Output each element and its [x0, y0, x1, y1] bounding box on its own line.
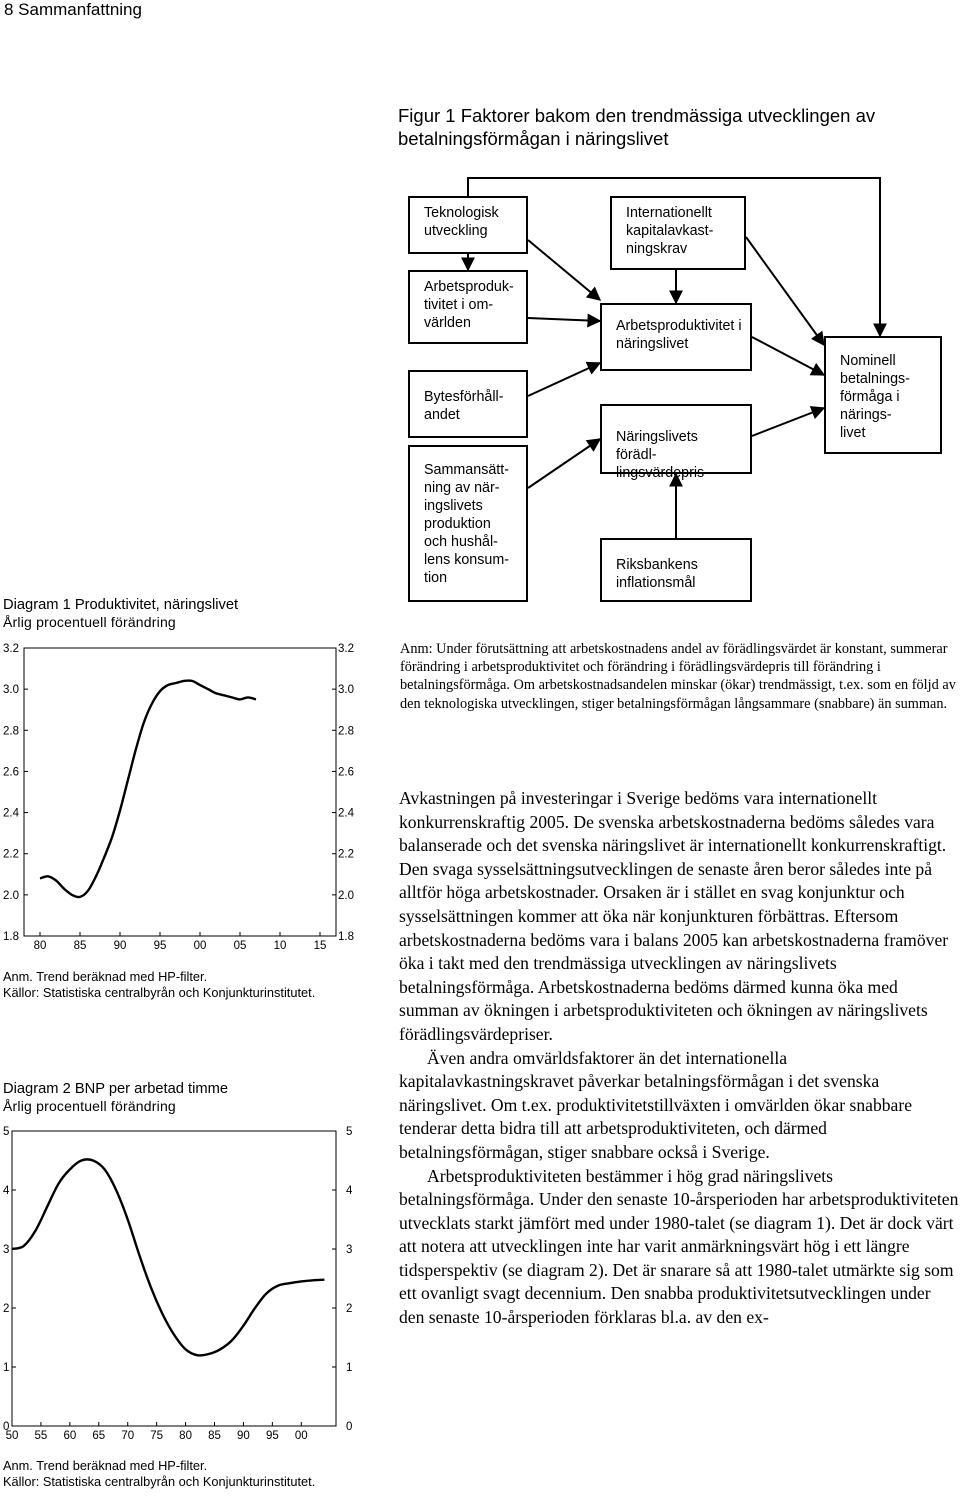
figure-title: Figur 1 Faktorer bakom den trendmässiga utvecklingen av betalningsförmågan i näringslivet [398, 105, 876, 149]
x-tick-label: 85 [208, 1430, 221, 1442]
x-tick-label: 70 [121, 1430, 135, 1442]
arrow-sammansattning-to-foradlingsvardepris [528, 439, 600, 488]
x-tick-label: 80 [179, 1430, 192, 1442]
diagram1-title: Diagram 1 Produktivitet, näringslivet [3, 597, 239, 613]
y-tick-label-right: 0 [346, 1421, 353, 1433]
x-tick-label: 90 [237, 1430, 250, 1442]
y-tick-label-left: 2.6 [3, 766, 19, 779]
y-tick-label-left: 2.8 [3, 725, 19, 738]
arrow-omvarlden-to-naringslivet [528, 318, 600, 321]
y-tick-label-right: 4 [346, 1185, 353, 1197]
y-tick-label-left: 5 [3, 1126, 10, 1138]
arrow-bytesforhallandet-to-foradlingsvardepris [528, 363, 600, 396]
arrow-naringslivet-to-nominell [752, 337, 824, 375]
box-teknologisk-utveckling: Teknologisk utveckling [408, 196, 528, 254]
series-line [40, 681, 256, 898]
x-tick-label: 00 [193, 940, 207, 952]
x-tick-label: 60 [63, 1430, 77, 1442]
y-tick-label-left: 3.2 [3, 643, 19, 655]
x-tick-label: 85 [73, 940, 87, 952]
x-tick-label: 50 [5, 1430, 19, 1442]
box-riksbankens-inflationsmal: Riksbankens inflationsmål [600, 538, 752, 602]
x-tick-label: 80 [33, 940, 47, 952]
y-tick-label-left: 1 [3, 1362, 10, 1374]
body-paragraph: Arbetsproduktiviteten bestämmer i hög grad näringslivets betalningsförmåga. Under den senaste 10-årsperioden har arbetsproduktiviteten utvecklats starkt jämfört med under 1980-talet (se diagram 1). Det är dock värt att notera att utvecklingen inte har varit anmärkningsvärt hög i ett längre tidsperspektiv (se diagram 2). Det är snarare så att 1980-talet utmärkte sig som ett ovanligt svagt decennium. Den snabba produktivitetsutvecklingen under den senaste 10-årsperioden förklaras bl.a. av den ex- [399, 1165, 959, 1328]
diagram1-note: Anm. Trend beräknad med HP-filter. [3, 969, 208, 984]
page-header: 8 Sammanfattning [4, 0, 142, 19]
diagram2-notes [3, 1458, 358, 1489]
y-tick-label-left: 3 [3, 1244, 10, 1256]
diagram2-note: Anm. Trend beräknad med HP-filter. [3, 1458, 208, 1473]
x-tick-label: 10 [273, 940, 287, 952]
y-tick-label-right: 1.8 [338, 931, 354, 943]
x-tick-label: 15 [313, 940, 327, 952]
y-tick-label-left: 2.2 [3, 848, 19, 861]
y-tick-label-right: 2.4 [338, 807, 354, 820]
y-tick-label-right: 3.2 [338, 643, 354, 655]
y-tick-label-left: 2.4 [3, 807, 19, 820]
diagram1-source: Källor: Statistiska centralbyrån och Konjunkturinstitutet. [3, 984, 316, 1000]
x-tick-label: 95 [153, 940, 167, 952]
x-tick-label: 75 [150, 1430, 164, 1442]
y-tick-label-left: 0 [3, 1421, 10, 1433]
y-tick-label-left: 3.0 [3, 684, 19, 697]
body-paragraph: Även andra omvärldsfaktorer än det internationella kapitalavkastningskravet påverkar betalningsförmågan i det svenska näringslivet. Om t.ex. produktivitetstillväxten i omvärlden ökar snabbare tenderar detta bidra till att arbetsproduktiviteten, och därmed betalningsförmågan, stiger snabbare också i Sverige. [399, 1047, 913, 1162]
figure-note: Anm: Under förutsättning att arbetskostnadens andel av förädlingsvärdet är konstant, summerar förändring i arbetsproduktivitet och förändring i förädlingsvärdepris till förändring i betalningsförmåga. Om arbetskostnadsandelen minskar (ökar) trendmässigt, t.ex. som en följd av den teknologiska utvecklingen, stiger betalningsförmågan långsammare (snabbare) än summan. [400, 641, 956, 712]
y-tick-label-right: 1 [346, 1362, 353, 1374]
arrow-internationellt-to-nominell [746, 237, 824, 345]
y-tick-label-left: 4 [3, 1185, 10, 1197]
diagram2-chart [0, 1115, 370, 1459]
box-sammansattning: Sammansätt- ning av när- ingslivets produktion och hushål- lens konsum- tion [408, 445, 528, 602]
x-tick-label: 90 [113, 940, 127, 952]
y-tick-label-right: 2 [346, 1303, 353, 1315]
arrow-teknologisk-to-naringslivet [528, 240, 600, 300]
box-foradlingsvardepris: Näringslivets förädl- lingsvärdepris [600, 404, 752, 474]
box-bytesforhallandet: Bytesförhåll- andet [408, 370, 528, 438]
y-tick-label-right: 2.2 [338, 848, 354, 861]
y-tick-label-right: 5 [346, 1126, 353, 1138]
x-tick-label: 95 [265, 1430, 279, 1442]
y-tick-label-right: 2.8 [338, 725, 354, 738]
y-tick-label-right: 3 [346, 1244, 353, 1256]
diagram2-subtitle: Årlig procentuell förändring [3, 1098, 176, 1114]
box-internationellt-kapitalavkastningskrav: Internationellt kapitalavkast- ningskrav [610, 196, 746, 270]
diagram1-notes [3, 969, 358, 1000]
x-tick-label: 05 [233, 940, 247, 952]
series-line [12, 1159, 324, 1355]
y-tick-label-left: 2 [3, 1303, 10, 1315]
plot-frame [12, 1131, 336, 1426]
diagram1-chart [0, 630, 370, 970]
diagram1-subtitle: Årlig procentuell förändring [3, 614, 176, 630]
y-tick-label-left: 1.8 [3, 931, 19, 943]
y-tick-label-left: 2.0 [3, 889, 19, 902]
diagram2-source: Källor: Statistiska centralbyrån och Konjunkturinstitutet. [3, 1473, 316, 1489]
x-tick-label: 00 [294, 1430, 308, 1442]
arrow-foradlingsvardepris-to-nominell [752, 408, 824, 436]
box-nominell-betalningsformaga: Nominell betalnings- förmåga i närings- livet [824, 336, 942, 454]
diagram2-title: Diagram 2 BNP per arbetad timme [3, 1081, 229, 1097]
box-arbetsproduktivitet-naringslivet: Arbetsproduktivitet i näringslivet [600, 303, 752, 371]
box-arbetsproduktivitet-omvarlden: Arbetsproduk- tivitet i om- världen [408, 270, 528, 344]
x-tick-label: 55 [34, 1430, 48, 1442]
y-tick-label-right: 3.0 [338, 684, 354, 697]
y-tick-label-right: 2.0 [338, 889, 354, 902]
y-tick-label-right: 2.6 [338, 766, 354, 779]
body-paragraph: Avkastningen på investeringar i Sverige bedöms vara internationellt konkurrenskraftig 2005. De svenska arbetskostnaderna bedöms således vara balanserade och det svenska näringslivet är internationellt konkurrenskraftigt. Den svaga sysselsättningsutvecklingen de senaste åren beror således inte på alltför höga arbetskostnader. Orsaken är i stället en svag konjunktur och sysselsättningen kommer att öka när konjunkturen förbättras. Eftersom arbetskostnaderna bedöms vara i balans 2005 kan arbetskostnaderna framöver öka i takt med den trendmässiga utvecklingen av näringslivets betalningsförmåga. Arbetskostnaderna bedöms därmed kunna öka med summan av ökningen i arbetsproduktiviteten och ökningen av näringslivets förädlingsvärdepriser. [399, 788, 949, 1044]
body-text [399, 787, 959, 1330]
x-tick-label: 65 [92, 1430, 106, 1442]
